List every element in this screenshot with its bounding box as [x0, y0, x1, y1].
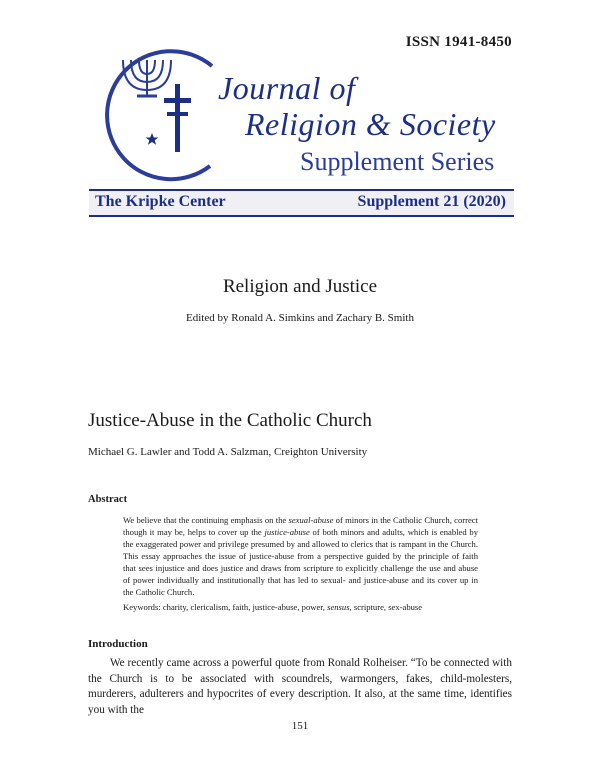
- issn: ISSN 1941-8450: [405, 34, 512, 50]
- volume-title: Religion and Justice: [222, 276, 378, 297]
- article-authors: Michael G. Lawler and Todd A. Salzman, Creighton University: [88, 446, 368, 458]
- journal-logo: [92, 38, 222, 188]
- series-title: Supplement Series: [300, 147, 495, 176]
- journal-title-line2: Religion & Society: [245, 106, 496, 142]
- introduction-heading: Introduction: [88, 638, 148, 650]
- volume-editors: Edited by Ronald A. Simkins and Zachary B. Smith: [186, 312, 414, 324]
- article-title: Justice-Abuse in the Catholic Church: [88, 410, 372, 431]
- logo-arc: [107, 51, 212, 179]
- introduction-paragraph: We recently came across a powerful quote from Ronald Rolheiser. “To be connected with the Church is to be associated with scoundrels, warmongers, fakes, child-molesters, murderers, adulterers and hypocrites of every description. It also, at the same time, identifies you with the: [88, 657, 512, 716]
- crescent-star-icon: [125, 124, 159, 154]
- kripke-center-label: The Kripke Center: [95, 193, 226, 210]
- abstract-body: We believe that the continuing emphasis on the sexual-abuse of minors in the Catholic Church, correct though it may be, helps to cover up the justice-abuse of both minors and adults, which is enabled by the exaggerated power and privilege presumed by and allowed to clerics that is rampant in the Church. This essay approaches the issue of justice-abuse from a perspective guided by the principle of faith that sees injustice and does justice and draws from scripture to explicitly challenge the use and abuse of power individually and institutionally that has led to sexual- and justice-abuse and its cover up in the Catholic Church.: [123, 515, 478, 597]
- keywords: Keywords: charity, clericalism, faith, justice-abuse, power, sensus, scripture, sex-abuse: [123, 602, 423, 612]
- masthead-bar: [89, 189, 514, 217]
- supplement-label: Supplement 21 (2020): [357, 193, 506, 210]
- cross-icon: [164, 84, 191, 152]
- journal-title-line1: Journal of: [218, 70, 356, 106]
- abstract-heading: Abstract: [88, 494, 128, 505]
- page-number: 151: [291, 720, 309, 732]
